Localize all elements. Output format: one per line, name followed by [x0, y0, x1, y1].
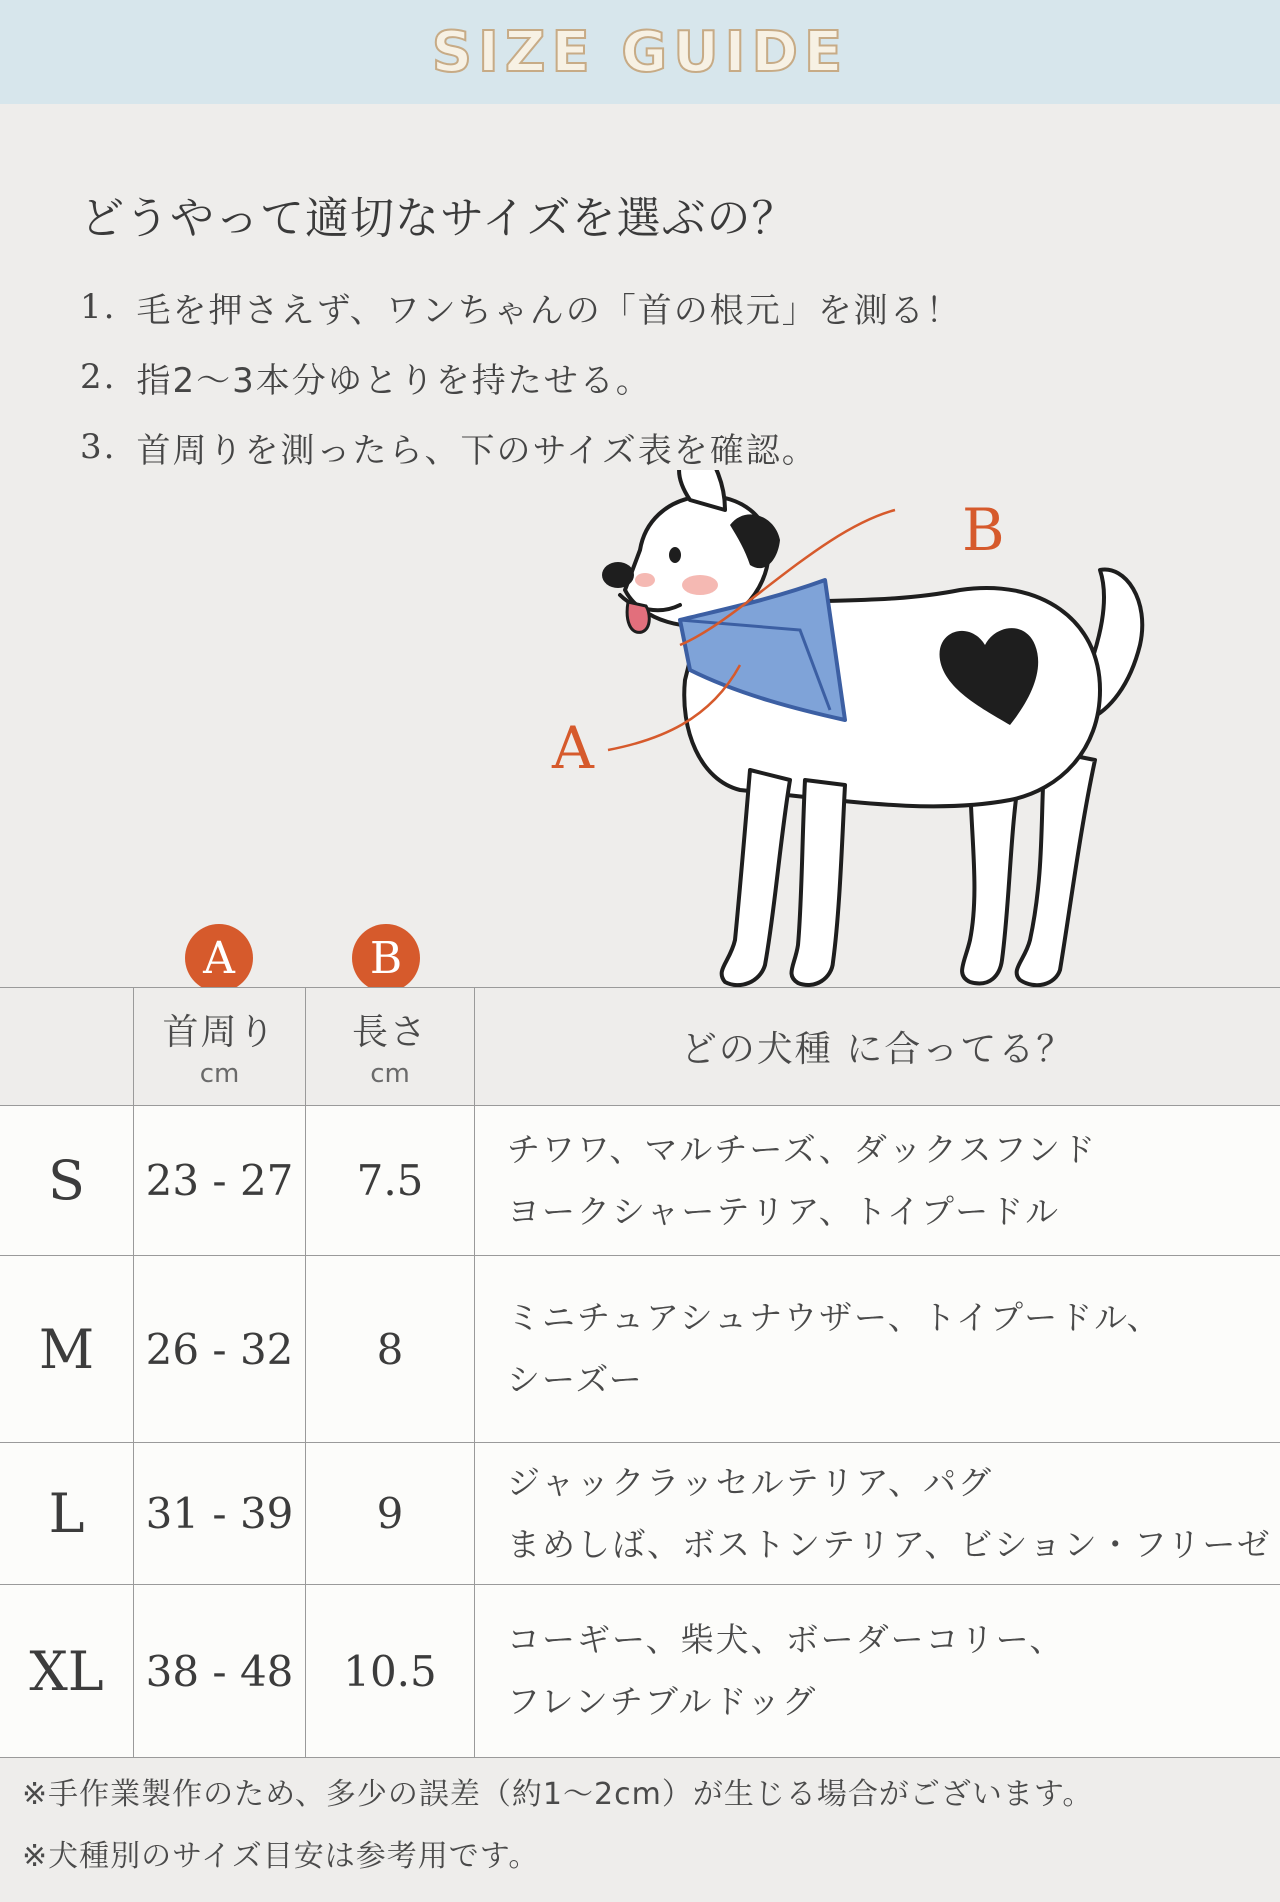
dog-illustration: [540, 470, 1180, 1030]
header-length: [306, 988, 475, 1106]
badge-a: A: [185, 924, 253, 992]
breed-line: まめしば、ボストンテリア、ビション・フリーゼ: [507, 1524, 1272, 1564]
header-neck: [134, 988, 306, 1106]
length-cell: 8: [306, 1256, 475, 1443]
size-table: [0, 987, 1280, 1758]
header-neck-label: 首周り: [162, 1012, 277, 1053]
page-title: SIZE GUIDE: [431, 19, 849, 85]
size-cell: L: [0, 1443, 134, 1585]
neck-cell: 31 - 39: [134, 1443, 306, 1585]
header-neck-unit: cm: [199, 1059, 240, 1089]
note-line: ※犬種別のサイズ目安は参考用です。: [22, 1839, 540, 1874]
header-length-unit: cm: [370, 1059, 410, 1089]
neck-cell: 23 - 27: [134, 1106, 306, 1256]
steps-list: [80, 272, 962, 482]
step-item: [80, 272, 962, 342]
breed-line: シーズー: [507, 1360, 644, 1399]
length-cell: 9: [306, 1443, 475, 1585]
size-cell: XL: [0, 1585, 134, 1758]
badge-b: B: [352, 924, 420, 992]
table-row: [0, 1106, 1280, 1256]
step-text: 指2〜3本分ゆとりを持たせる。: [136, 360, 652, 401]
breed-line: フレンチブルドッグ: [507, 1682, 818, 1721]
neck-cell: 38 - 48: [134, 1585, 306, 1758]
note-line: ※手作業製作のため、多少の誤差（約1〜2cm）が生じる場合がございます。: [22, 1777, 1094, 1812]
breeds-cell: [475, 1106, 1280, 1256]
header-banner: [0, 0, 1280, 104]
step-number: 3.: [80, 427, 117, 467]
step-number: 2.: [80, 357, 117, 397]
label-b: B: [962, 496, 1005, 564]
length-cell: 10.5: [306, 1585, 475, 1758]
table-row: [0, 1256, 1280, 1443]
size-cell: S: [0, 1106, 134, 1256]
step-number: 1.: [80, 287, 117, 327]
label-a: A: [552, 714, 594, 782]
size-cell: M: [0, 1256, 134, 1443]
header-breeds: [475, 988, 1280, 1106]
step-item: [80, 342, 962, 412]
breeds-cell: [475, 1443, 1280, 1585]
header-length-label: 長さ: [351, 1012, 428, 1053]
howto-title: どうやって適切なサイズを選ぶの？: [80, 193, 797, 244]
breed-line: ジャックラッセルテリア、パグ: [507, 1462, 994, 1502]
table-row: [0, 1443, 1280, 1585]
step-text: 毛を押さえず、ワンちゃんの「首の根元」を測る！: [136, 290, 962, 331]
breed-line: コーギー、柴犬、ボーダーコリー、: [507, 1620, 1065, 1659]
breeds-cell: [475, 1585, 1280, 1758]
neck-cell: 26 - 32: [134, 1256, 306, 1443]
header-breeds-label: どの犬種 に合ってる？: [680, 1029, 1075, 1070]
length-cell: 7.5: [306, 1106, 475, 1256]
notes: [22, 1764, 1093, 1888]
breeds-cell: [475, 1256, 1280, 1443]
table-header-row: [0, 988, 1280, 1106]
step-text: 首周りを測ったら、下のサイズ表を確認。: [136, 430, 818, 471]
table-row: [0, 1585, 1280, 1758]
header-size: [0, 988, 134, 1106]
breed-line: ミニチュアシュナウザー、トイプードル、: [507, 1298, 1162, 1337]
breed-line: チワワ、マルチーズ、ダックスフンド: [507, 1129, 1098, 1169]
breed-line: ヨークシャーテリア、トイプードル: [507, 1191, 1061, 1231]
